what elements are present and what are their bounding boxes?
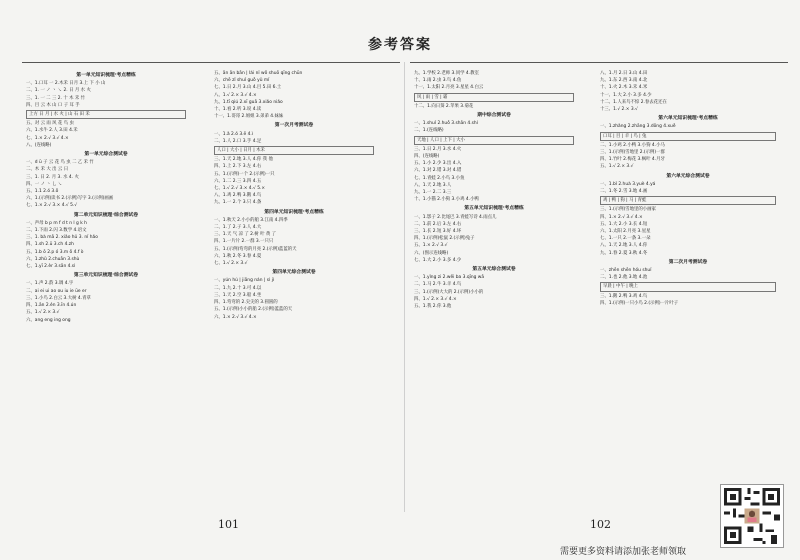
answer-line: 一、1.bǐ 2.huà 3.yuè 4.yá [600,181,656,187]
answer-line: 六、1.二 2.三 3.四 4.五 [214,178,262,184]
section-heading: 第五单元知识梳理·考点精练 [464,206,524,212]
answer-line: 七、1.青蛙 2.小鸟 3.小鱼 [414,175,465,181]
answer-line: 一、1.yǐng zi 2.wěi ba 3.qīng wā [414,275,485,281]
section-heading: 第三单元知识梳理·综合测试卷 [73,273,139,279]
answer-line: 五、1.大 2.小 3.长 4.短 [600,221,648,227]
answer-line: 六、1.太阳 2.月亮 3.星星 [600,229,651,235]
section-heading: 第二单元知识梳理·综合测试卷 [73,212,139,218]
answer-line: 三、1.天 2.空 3.船 4.坐 [214,292,262,298]
answer-line: 四、目 云 木 山 口 子 耳 手 [26,102,80,108]
section-heading: 第一单元知识梳理·考点精练 [76,73,136,78]
answer-line: 一、yún hú | jiāng nán | sì jì [214,278,275,284]
answer-line: 十二、1.人来鸟不惊 2.春去花还在 [600,99,667,105]
answer-line: 五、1.b ō 2.p ó 3.m ǒ 4.f ò [26,249,84,255]
answer-line: 六、1.水牛 2.人 3.田 4.禾 [26,128,78,134]
answer-line: 九、1.一 2.个 3.只 4.条 [214,200,262,206]
answer-line: 六、1.秋 2.冬 3.春 4.夏 [214,253,262,259]
answer-line: 三、1.(示例)雪地里的小画家 [600,207,656,213]
answer-line: 五、1.(示例)小小的船 2.(示例)蓝蓝的天 [214,307,293,313]
answer-line: 四、1.sh 2.ü 3.ch 4.zh [26,242,74,248]
answer-line: 七、1.大 2.小 3.多 4.少 [414,257,462,263]
answer-line: 二、1.九 2.十 3.可 4.以 [214,285,262,291]
footer-note: 需要更多资料请添加张老师领取 [560,547,687,557]
answer-line: 十一、1.哥哥 2.姐姐 3.弟弟 4.妹妹 [214,114,284,120]
answer-line: 十三、1.√ 2.× 3.√ [600,107,638,113]
answer-line: 二、ai ei ui ao ou iu ie üe er [26,288,87,294]
answer-line: 二、1.(连线略) [414,128,444,134]
answer-line: 六、1.(示例)读书 2.(示例)写字 3.(示例)画画 [26,196,114,202]
answer-line: 六、1.zhǔ 2.chuān 3.shù [26,256,80,262]
answer-line: 十、1.小猫 2.小狗 3.小鸡 4.小鸭 [414,197,479,203]
answer-column-3 [414,70,574,510]
answer-line: 三、1.小鸟 2.白云 3.大树 4.青草 [26,295,91,301]
section-heading: 第五单元综合测试卷 [472,267,516,273]
answer-line: 六、1.对 2.错 3.对 4.错 [414,168,462,174]
answer-column-2 [214,70,374,510]
answer-line: 二、1.小鸡 2.小鸭 3.小狗 4.小马 [600,142,665,148]
answer-line: 十一、1.大 2.小 3.多 4.少 [600,92,652,98]
answer-line: 四、一 ノ 丶 乚 ㇏ [26,181,63,187]
answer-line: 五、1.√ 2.× 3.√ [26,310,60,316]
answer-line: 八、(连线略) [26,142,52,148]
answer-line: 七、1.日 2.月 3.山 4.目 5.田 6.土 [214,85,282,91]
section-heading: 第一单元综合测试卷 [84,152,128,158]
answer-line: 九、1.春 2.夏 3.秋 4.冬 [600,250,648,256]
answer-line: 五、1.√ 2.× 3.√ [600,164,634,170]
answer-line: 八、1.天 2.地 3.人 [414,182,452,188]
answer-line: 一、1.影子 2.比尾巴 3.青蛙写诗 4.雨点儿 [414,214,497,220]
section-heading: 第二次月考测试卷 [668,259,708,265]
answer-line: 三、1.长 2.短 3.好 4.坏 [414,229,462,235]
answer-line: 二、1. 一 ノ 丶 ㇏ 2. 日 月 水 火 [26,88,91,94]
answer-line: 二、1.了 2.子 3.人 4.大 [214,225,262,231]
answer-line: 五、ān ān bān | lái nǐ wǒ shuō qīng chūn [214,71,303,76]
answer-line: 五、1.小 2.少 3.出 4.入 [414,161,462,167]
top-rule-left [22,62,400,63]
answer-line: 七、1.× 2.√ 3.× 4.√ 5.√ [26,203,78,209]
answer-line: 四、1.(示例)松鼠 2.(示例)兔子 [414,236,475,242]
answer-line: 天地 | 人口 | 上下 | 大小 [414,136,574,145]
answer-line: 六、1.× 2.√ 3.√ 4.× [214,314,257,320]
answer-line: 二、1.马 2.牛 3.羊 4.鸟 [414,282,462,288]
answer-line: 一、zhēn shēn hóu shuǐ [600,268,652,274]
answer-line: 鸡 | 鸭 | 狗 | 马 | 青蛙 [600,196,776,205]
answer-line: 一、1.ǎ 2.ó 3.ē 4.ì [214,131,254,137]
answer-line: 五、1.(示例)弯弯的月亮 2.(示例)蓝蓝的天 [214,246,297,252]
answer-line: 七、1.√ 2.× 3.√ [214,261,248,267]
answer-line: 三、1.(示例)雪地里 2.(示例)一群 [600,150,665,156]
section-heading: 第四单元综合测试卷 [272,270,316,276]
answer-line: 四、1.ān 2.én 3.īn 4.ún [26,303,77,309]
answer-line: 风 | 雨 | 雪 | 霜 [414,93,574,102]
answer-line: 三、1. 日 2. 月 3. 水 4. 火 [26,174,79,180]
answer-line: 十二、1.向日葵 2.苹果 3.菊花 [414,103,474,109]
answer-line: 四、1.竹叶 2.梅花 3.枫叶 4.月牙 [600,157,665,163]
answer-line: 九、1.一 2.二 3.三 [414,190,452,196]
answer-line: 三、1.鹅 2.鸭 3.鸡 4.鸟 [600,293,648,299]
qr-code-image [720,484,784,548]
answer-line: 三、1.天 2.地 3.人 4.你 我 他 [214,157,273,163]
answer-line: 一、声母 b p m f d t n l g k h [26,220,87,226]
answer-line: 九、1.tī qiú 2.xī guā 3.xiǎo niǎo [214,99,283,105]
section-heading: 期中综合测试卷 [477,113,511,119]
answer-line: 十、1.火 2.木 3.禾 4.米 [600,85,648,91]
answer-line: 四、1.弯弯的 2.尖尖的 3.圆圆的 [214,300,278,306]
answer-line: 六、(图示连线略) [414,250,449,256]
page-number-right: 102 [590,518,611,531]
answer-line: 五、对 云 雨 风 花 鸟 虫 [26,121,74,127]
answer-line: 七、1.× 2.√ 3.√ 4.× [26,135,69,141]
answer-line: 一、1.口耳 一 2.木禾 日月 3.上 下 小 山 [26,81,106,87]
answer-line: 口耳 | 目 | 羊 | 鸟 | 兔 [600,132,776,141]
answer-line: 四、1.一片片 2.一群 3.一只只 [214,239,274,245]
page-fold [404,62,405,512]
answer-line: 一、d ü 子 云 花 鸟 虫 二 乙 禾 竹 [26,160,94,166]
answer-line: 十、1.看 2.听 3.说 4.读 [214,107,262,113]
answer-line: 八、1.√ 2.× 3.√ 4.× [214,92,257,98]
answer-line: 二、1.冬 2.雪 3.地 4.画 [600,189,648,195]
answer-line: 二、1.人 2.口 3.手 4.足 [214,138,262,144]
answer-line: 五、1.我 2.你 3.他 [414,304,452,310]
answer-line: 一、1.zhǎng 2.zhāng 3.dōng 4.xuě [600,124,676,130]
answer-line: 一、1.秋天 2.小小的船 3.江南 4.四季 [214,217,288,223]
answer-line: 三、1.日 2.月 3.水 4.火 [414,146,462,152]
answer-line: 五、1.(示例)一个 2.(示例)一只 [214,171,275,177]
answer-line: 三、1.(示例)大大的 2.(示例)小小的 [414,289,484,295]
answer-line: 一、1.声 2.韵 3.调 4.字 [26,281,74,287]
answer-line: 八、1.月 2.日 3.山 4.田 [600,71,648,76]
answer-line: 五、1.1 2.ó 3.ǒ [26,189,59,195]
answer-line: 一、1.shuǐ 2.huǒ 3.shān 4.shí [414,121,478,127]
answer-line: 五、1.× 2.√ 3.√ [414,243,448,249]
answer-line: 十、1.雨 2.虫 3.鸟 4.鱼 [414,78,462,84]
answer-line: 九、1.学校 2.老师 3.同学 4.教室 [414,71,479,76]
answer-column-4 [600,70,776,510]
answer-line: 二、1.也 2.他 3.地 4.池 [600,275,648,281]
answer-line: 三、1. 一 二 三 2. 十 木 禾 竹 [26,95,86,101]
answer-line: 十一、1.太阳 2.月亮 3.星星 4.白云 [414,85,484,91]
answer-line: 二、1.前 2.后 3.左 4.右 [414,221,462,227]
page-number-left: 101 [218,518,239,531]
answer-line: 八、1.天 2.地 3.人 4.你 [600,243,648,249]
answer-line: 四、1.上 2.下 3.左 4.右 [214,164,262,170]
section-heading: 第四单元知识梳理·考点精练 [264,209,324,215]
section-heading: 第六单元知识梳理·考点精练 [658,116,718,122]
answer-line: 人口 | 大小 | 日月 | 木禾 [214,146,374,155]
answer-line: 九、1.东 2.西 3.南 4.北 [600,78,648,84]
answer-line: 二、1.下雨 2.闪 3.数学 4.语文 [26,228,87,234]
answer-line: 七、1.√ 2.√ 3.× 4.√ 5.× [214,186,266,192]
top-rule-right [410,62,788,63]
answer-line: 三、1.天 气 凉 了 2.树 叶 黄 了 [214,232,277,238]
answer-line: 上方 日 月 | 水 火 | 山 石 田 禾 [26,110,186,119]
answer-line: 二、木 禾 大 出 云 日 [26,167,69,173]
answer-line: 四、1.√ 2.× 3.√ 4.× [414,296,457,302]
section-heading: 第六单元综合测试卷 [666,173,710,179]
answer-line: 七、1.yī 2.èr 3.sān 4.sì [26,264,76,270]
page-title: 参考答案 [368,37,432,53]
answer-line: 六、ang eng ing ong [26,317,71,323]
answer-line: 早晨 | 中午 | 晚上 [600,282,776,291]
answer-line: 四、1.× 2.√ 3.√ 4.× [600,214,643,220]
answer-line: 四、(连线略) [414,154,440,160]
answer-line: 四、1.(示例)一只小鸟 2.(示例)一片叶子 [600,300,679,306]
section-heading: 第一次月考测试卷 [274,123,314,129]
answer-column-1 [26,70,186,510]
answer-line: 三、1. bà mā 2. xiǎo hǔ 3. nǐ hǎo [26,235,98,241]
answer-line: 六、chē zǐ shuǐ guǒ yǔ mǐ [214,78,270,84]
answer-line: 八、1.鸡 2.鸭 3.鹅 4.鸟 [214,193,262,199]
answer-line: 七、1.一只 2.一条 3.一朵 [600,236,651,242]
